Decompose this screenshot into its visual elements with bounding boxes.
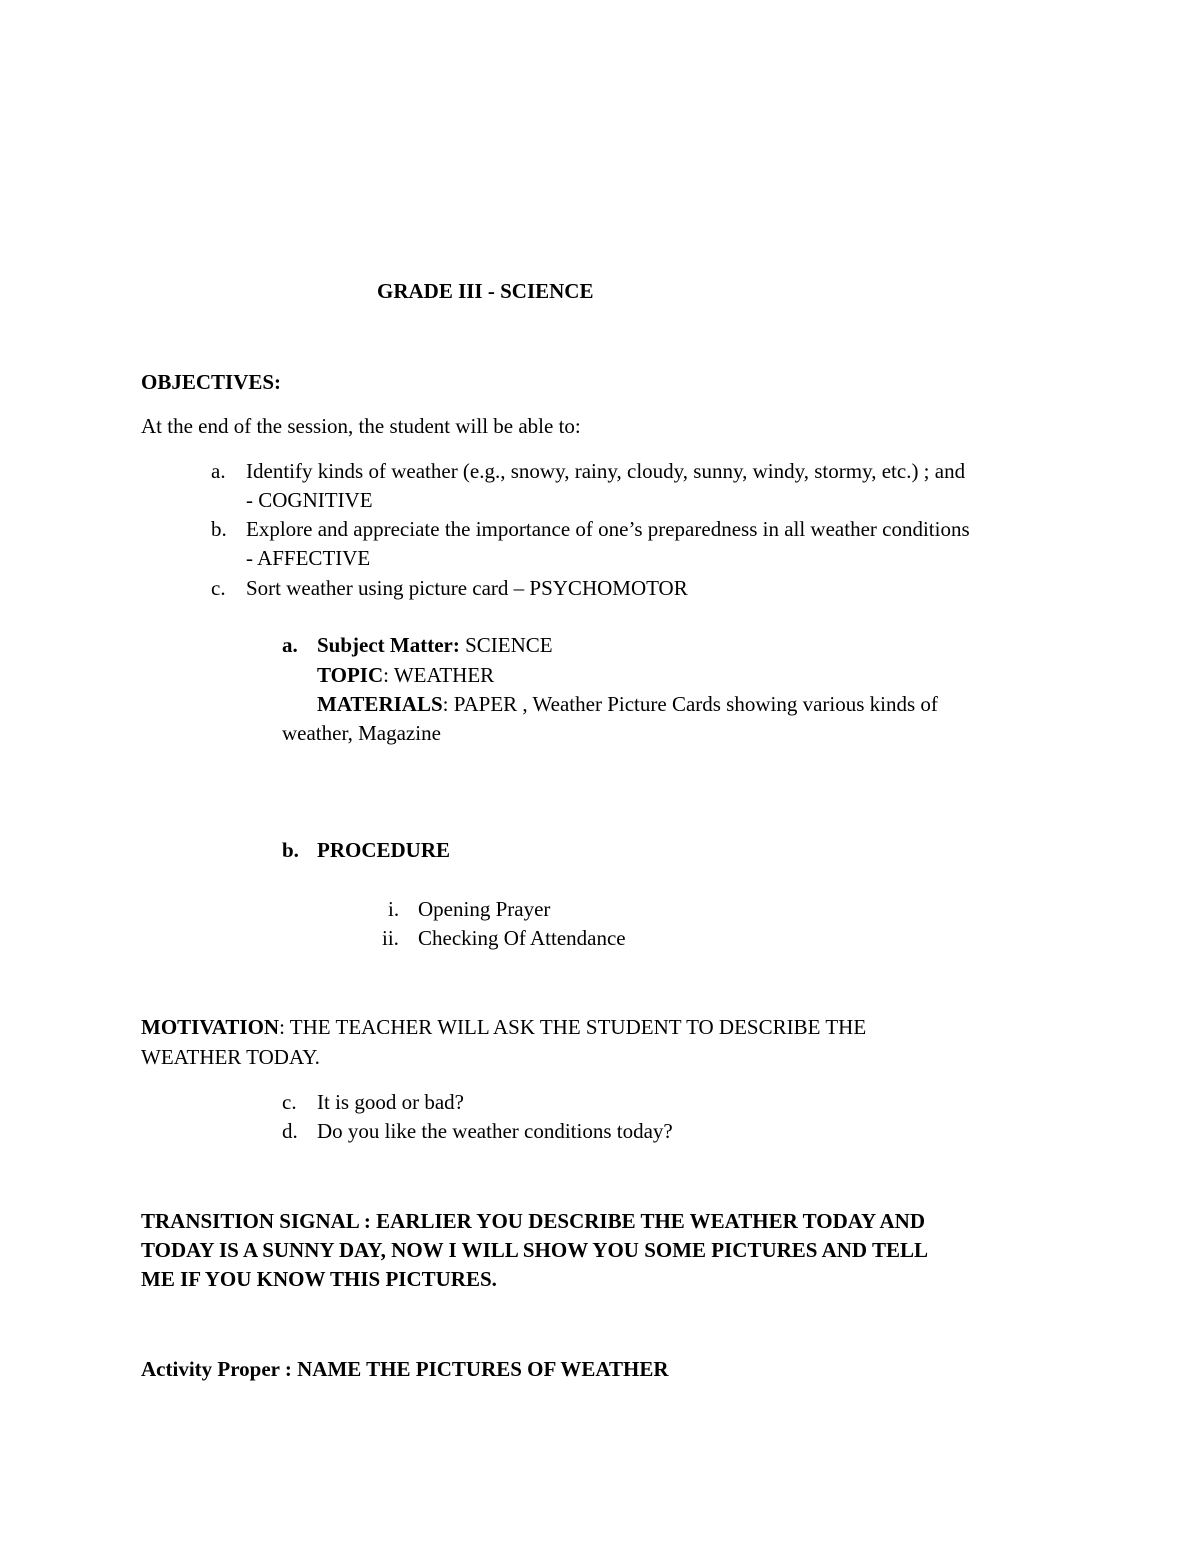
topic-value: : WEATHER: [383, 663, 495, 687]
activity-label: Activity Proper :: [141, 1357, 292, 1381]
procedure-item-1-marker: i.: [388, 897, 400, 921]
transition-line-1: TRANSITION SIGNAL : EARLIER YOU DESCRIBE THE WEATHER TODAY AND: [141, 1209, 926, 1233]
motivation-continuation: WEATHER TODAY.: [141, 1045, 320, 1069]
materials-continuation: weather, Magazine: [282, 721, 441, 745]
motivation-question-c-text: It is good or bad?: [317, 1090, 464, 1114]
objective-c-text: Sort weather using picture card – PSYCHOMOTOR: [246, 576, 688, 600]
objective-c-marker: c.: [211, 576, 226, 600]
motivation-question-d-text: Do you like the weather conditions today?: [317, 1119, 673, 1143]
objectives-intro: At the end of the session, the student will be able to:: [141, 414, 581, 438]
materials-label: MATERIALS: [317, 692, 443, 716]
objective-b-domain: - AFFECTIVE: [246, 546, 371, 570]
motivation-line: [141, 1017, 866, 1038]
materials-value: : PAPER , Weather Picture Cards showing various kinds of: [442, 692, 938, 716]
activity-value: NAME THE PICTURES OF WEATHER: [291, 1357, 669, 1381]
activity-line: [141, 1359, 669, 1380]
procedure-item-1-text: Opening Prayer: [418, 897, 551, 921]
subject-matter-marker: a.: [282, 633, 298, 657]
subject-matter-label: Subject Matter:: [317, 633, 460, 657]
motivation-question-c-marker: c.: [282, 1090, 297, 1114]
motivation-question-d-marker: d.: [282, 1119, 298, 1143]
objective-a-marker: a.: [211, 459, 226, 483]
procedure-item-2-marker: ii.: [382, 926, 399, 950]
topic-line: [317, 665, 494, 686]
transition-line-2: TODAY IS A SUNNY DAY, NOW I WILL SHOW YOU SOME PICTURES AND TELL: [141, 1238, 928, 1262]
objective-b-text: Explore and appreciate the importance of one’s preparedness in all weather conditions: [246, 517, 970, 541]
objective-a-text: Identify kinds of weather (e.g., snowy, rainy, cloudy, sunny, windy, stormy, etc.) ; and: [246, 459, 966, 483]
procedure-item-2-text: Checking Of Attendance: [418, 926, 626, 950]
objective-b-marker: b.: [211, 517, 227, 541]
subject-matter-value: SCIENCE: [459, 633, 553, 657]
page-title: GRADE III - SCIENCE: [377, 279, 594, 303]
motivation-label: MOTIVATION: [141, 1015, 280, 1039]
topic-label: TOPIC: [317, 663, 384, 687]
motivation-text: : THE TEACHER WILL ASK THE STUDENT TO DESCRIBE THE: [279, 1015, 867, 1039]
objectives-heading: OBJECTIVES:: [141, 370, 282, 394]
procedure-heading: PROCEDURE: [317, 838, 451, 862]
materials-line: [317, 694, 938, 715]
transition-line-3: ME IF YOU KNOW THIS PICTURES.: [141, 1267, 497, 1291]
procedure-marker: b.: [282, 838, 299, 862]
subject-matter-line: [317, 635, 553, 656]
objective-a-domain: - COGNITIVE: [246, 488, 373, 512]
